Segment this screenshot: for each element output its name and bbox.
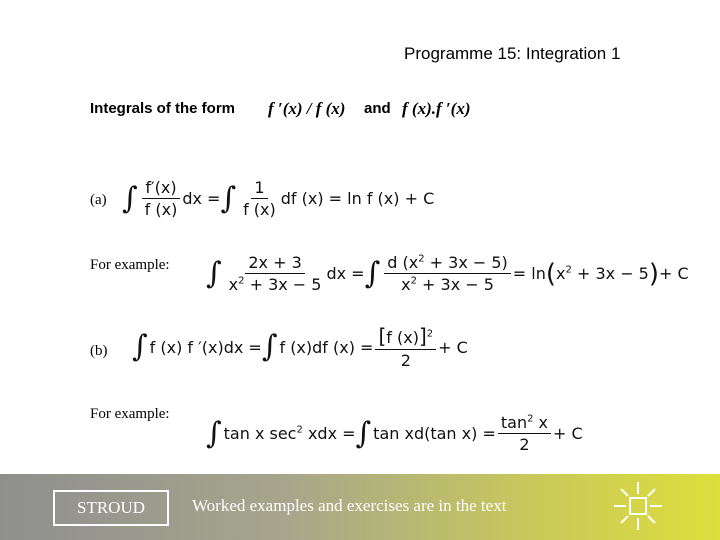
example-label-1: For example: (90, 257, 170, 273)
equation-b: ∫ f (x) f ′(x)dx = ∫ f (x)df (x) = $\frac{[f (x)]^2}{2}$ + C (132, 324, 468, 370)
and-text: and (364, 100, 391, 117)
form-ratio: f ′(x) / f (x) (268, 99, 346, 118)
sunburst-icon (612, 480, 664, 532)
footer-bar (0, 474, 720, 540)
example-label-2: For example: (90, 406, 170, 422)
equation-example-1: ∫ $\frac{2x + 3}{x^2 + 3x - 5}$ dx = ∫ $\frac{d (x^2 + 3x - 5)}{x^2 + 3x - 5}$ = ln ( $x^2 + 3x - 5$ ) + C (206, 253, 689, 294)
stroud-logo: STROUD (53, 490, 169, 526)
section-heading: Integrals of the form (90, 100, 236, 117)
equation-example-2: ∫ tan x $\sec^2$ xdx = ∫ tan xd(tan x) = $\frac{\tan^2 x}{2}$ + C (206, 413, 583, 454)
equation-a: ∫ $\frac{f'(x)}{f (x)}$ dx = ∫ $\frac{1}{f (x)}$ df (x) = ln f (x) + C (122, 178, 435, 219)
label-a: (a) (90, 192, 107, 208)
form-product: f (x).f ′(x) (402, 99, 471, 118)
footer-note: Worked examples and exercises are in the text (192, 496, 507, 515)
label-b: (b) (90, 343, 108, 359)
page-title: Programme 15: Integration 1 (404, 44, 621, 63)
